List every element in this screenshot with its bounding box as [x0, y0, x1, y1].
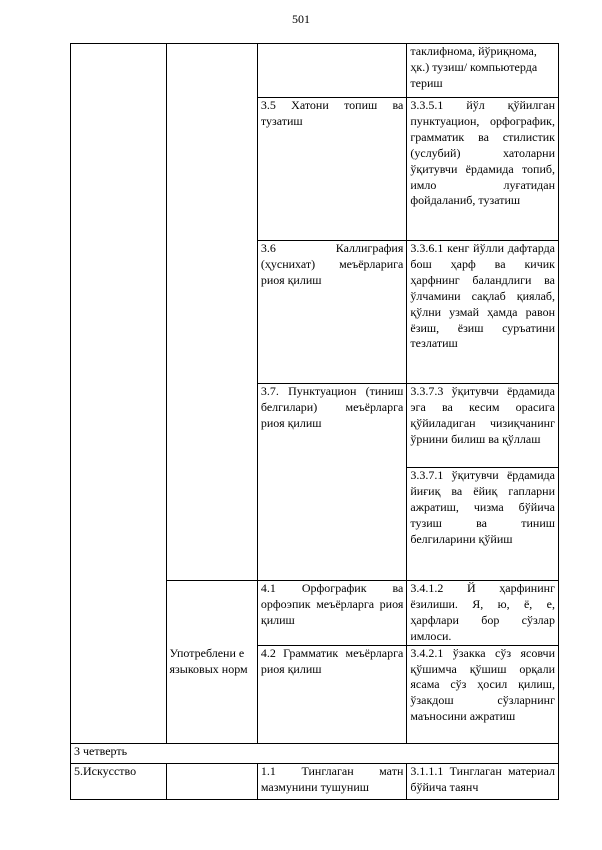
skill-cell-empty: [257, 44, 407, 98]
competency-cell: таклифнома, йўриқнома, ҳк.) тузиш/ компьютерда териш: [407, 44, 559, 98]
skill-cell: 1.1 Тинглаган матн мазмунини тушуниш: [257, 763, 407, 799]
skill-cell: 3.7. Пунктуацион (тиниш белгилари) меъёрларга риоя қилиш: [257, 384, 407, 581]
competency-cell: 3.4.2.1 ўзакка сўз ясовчи қўшимча қўшиш орқали ясама сўз ҳосил қилиш, ўзакдош сўзларнинг маъносини ажратиш: [407, 645, 559, 743]
page-number: 501: [292, 12, 310, 26]
competency-cell: 3.3.5.1 йўл қўйилган пунктуацион, орфографик, грамматик ва стилистик (услубий) хатоларни ўқитувчи ёрдамида топиб, имло луғатидан фойдаланиб, тузатиш: [407, 98, 559, 241]
competency-cell: 3.3.6.1 кенг йўлли дафтарда бош ҳарф ва кичик ҳарфнинг баландлиги ва ўлчамини сақлаб қиялаб, қўлни узмай ҳамда равон ёзиш, ёзиш суръатини тезлатиш: [407, 241, 559, 384]
section-cell: Употреблени е языковых норм: [166, 581, 257, 744]
competency-cell: 3.3.7.1 ўқитувчи ёрдамида йиғиқ ва ёйиқ гапларни ажратиш, чизма бўйича тузиш ва тиниш белгиларини қўйиш: [407, 468, 559, 581]
skill-cell: 4.2 Грамматик меъёрларга риоя қилиш: [257, 645, 407, 743]
table-row: [71, 44, 559, 98]
competency-cell: 3.1.1.1 Тинглаган материал бўйича таянч: [407, 763, 559, 799]
table-row: [71, 743, 559, 763]
quarter-heading: 3 четверть: [71, 743, 559, 763]
table-row: [71, 763, 559, 799]
skill-cell: 4.1 Орфографик ва орфоэпик меъёрларга риоя қилиш: [257, 581, 407, 646]
subject-cell-empty: [71, 44, 167, 744]
skill-cell: 3.6 Каллиграфия (ҳуснихат) меъёрларига риоя қилиш: [257, 241, 407, 384]
competency-cell: 3.3.7.3 ўқитувчи ёрдамида эга ва кесим орасига қўйиладиган чизиқчанинг ўрнини билиш ва қўллаш: [407, 384, 559, 468]
subject-cell: 5.Искусство: [71, 763, 167, 799]
section-cell-empty: [166, 44, 257, 581]
curriculum-table: [70, 43, 559, 800]
section-cell-empty: [166, 763, 257, 799]
skill-cell: 3.5 Хатони топиш ва тузатиш: [257, 98, 407, 241]
competency-cell: 3.4.1.2 Й ҳарфининг ёзилиши. Я, ю, ё, е, ҳарфлари бор сўзлар имлоси.: [407, 581, 559, 646]
